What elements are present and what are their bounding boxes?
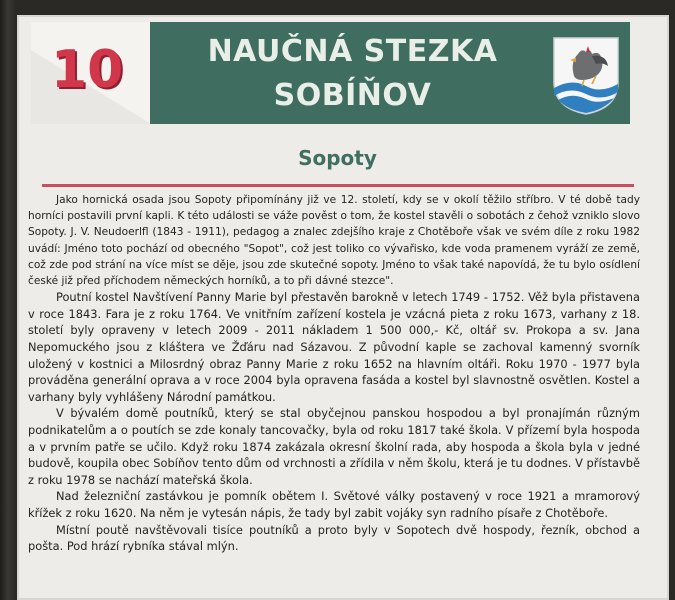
village-title: SOBÍŇOV <box>273 78 432 113</box>
sign-text-body <box>28 192 640 555</box>
section-heading: Sopoty <box>298 146 377 170</box>
memorial-paragraph: Nad železniční zastávkou je pomník obětem I. Světové války postavený v roce 1921 a mramorový křížek z roku 1620. Na něm je vytesán nápis, že tady byl zabit vojáky syn radního písaře z Chotěboře. <box>28 489 640 520</box>
school-paragraph: V bývalém domě poutníků, který se stal obyčejnou panskou hospodou a byl pronajímán různým podnikatelům a o poutích se zde konaly tancovačky, byla od roku 1817 také škola. V přízemí byla hospoda a v prvním patře se učilo. Když roku 1874 zakázala okresní školní rada, aby hospoda a škola byla v jedné budově, koupila obec Sobíňov tento dům od vrchnosti a zřídila v něm školu, která je tu dodnes. V přístavbě z roku 1978 se nachází mateřská škola. <box>28 406 640 487</box>
sobinov-coat-of-arms-icon <box>552 36 620 116</box>
heading-divider <box>42 184 634 187</box>
stop-number-box <box>31 22 151 124</box>
pilgrimage-paragraph: Místní poutě navštěvovali tisíce poutníků a proto byly v Sopotech dvě hospody, řezník, obchod a pošta. Pod hrází rybníka stával mlýn. <box>28 522 640 554</box>
trail-title: NAUČNÁ STEZKA <box>207 34 498 69</box>
history-paragraph: Jako hornická osada jsou Sopoty připomínány již ve 12. století, kdy se v okolí těžilo stříbro. V té době tady horníci postavili první kapli. K této události se váže pověst o tom, že kostel stavěli o sobotách z čehož vzniklo slovo Sopoty. J. V. Neudoerlfl (1843 - 1911), pedagog a znalec zdejšího kraje z Chotěboře však ve svém díle z roku 1982 uvádí: Jméno toto pochází od obecného "Sopot", což jest toliko co vývařisko, kde voda pramenem vyráží ze země, což zde pod strání na více míst se děje, jsou zde skutečné sopoty. Jméno to však také napovídá, že tu bylo osídlení české již před příchodem německých horníků, a to při dávné stezce". <box>28 194 640 288</box>
church-paragraph: Poutní kostel Navštívení Panny Marie byl přestavěn barokně v letech 1749 - 1752. Věž byla přistavena v roce 1843. Fara je z roku 1764. Ve vnitřním zařízení kostela je vzácná pieta z roku 1673, varhany z 18. století byly opraveny v letech 2009 - 2011 nákladem 1 500 000,- Kč, oltář sv. Prokopa a sv. Jana Nepomuckého jsou z kláštera ve Žďáru nad Sázavou. Z původní kaple se zachoval kamenný svorník uložený v kostnici a Milosrdný obraz Panny Marie z roku 1652 na hlavním oltáři. Roku 1970 - 1977 byla prováděna generální oprava a v roce 2004 byla opravena fasáda a kostel byl slavnostně osvětlen. Kostel a varhany byly vyhlášeny Národní památkou. <box>28 290 640 404</box>
stop-number: 10 <box>51 40 124 100</box>
